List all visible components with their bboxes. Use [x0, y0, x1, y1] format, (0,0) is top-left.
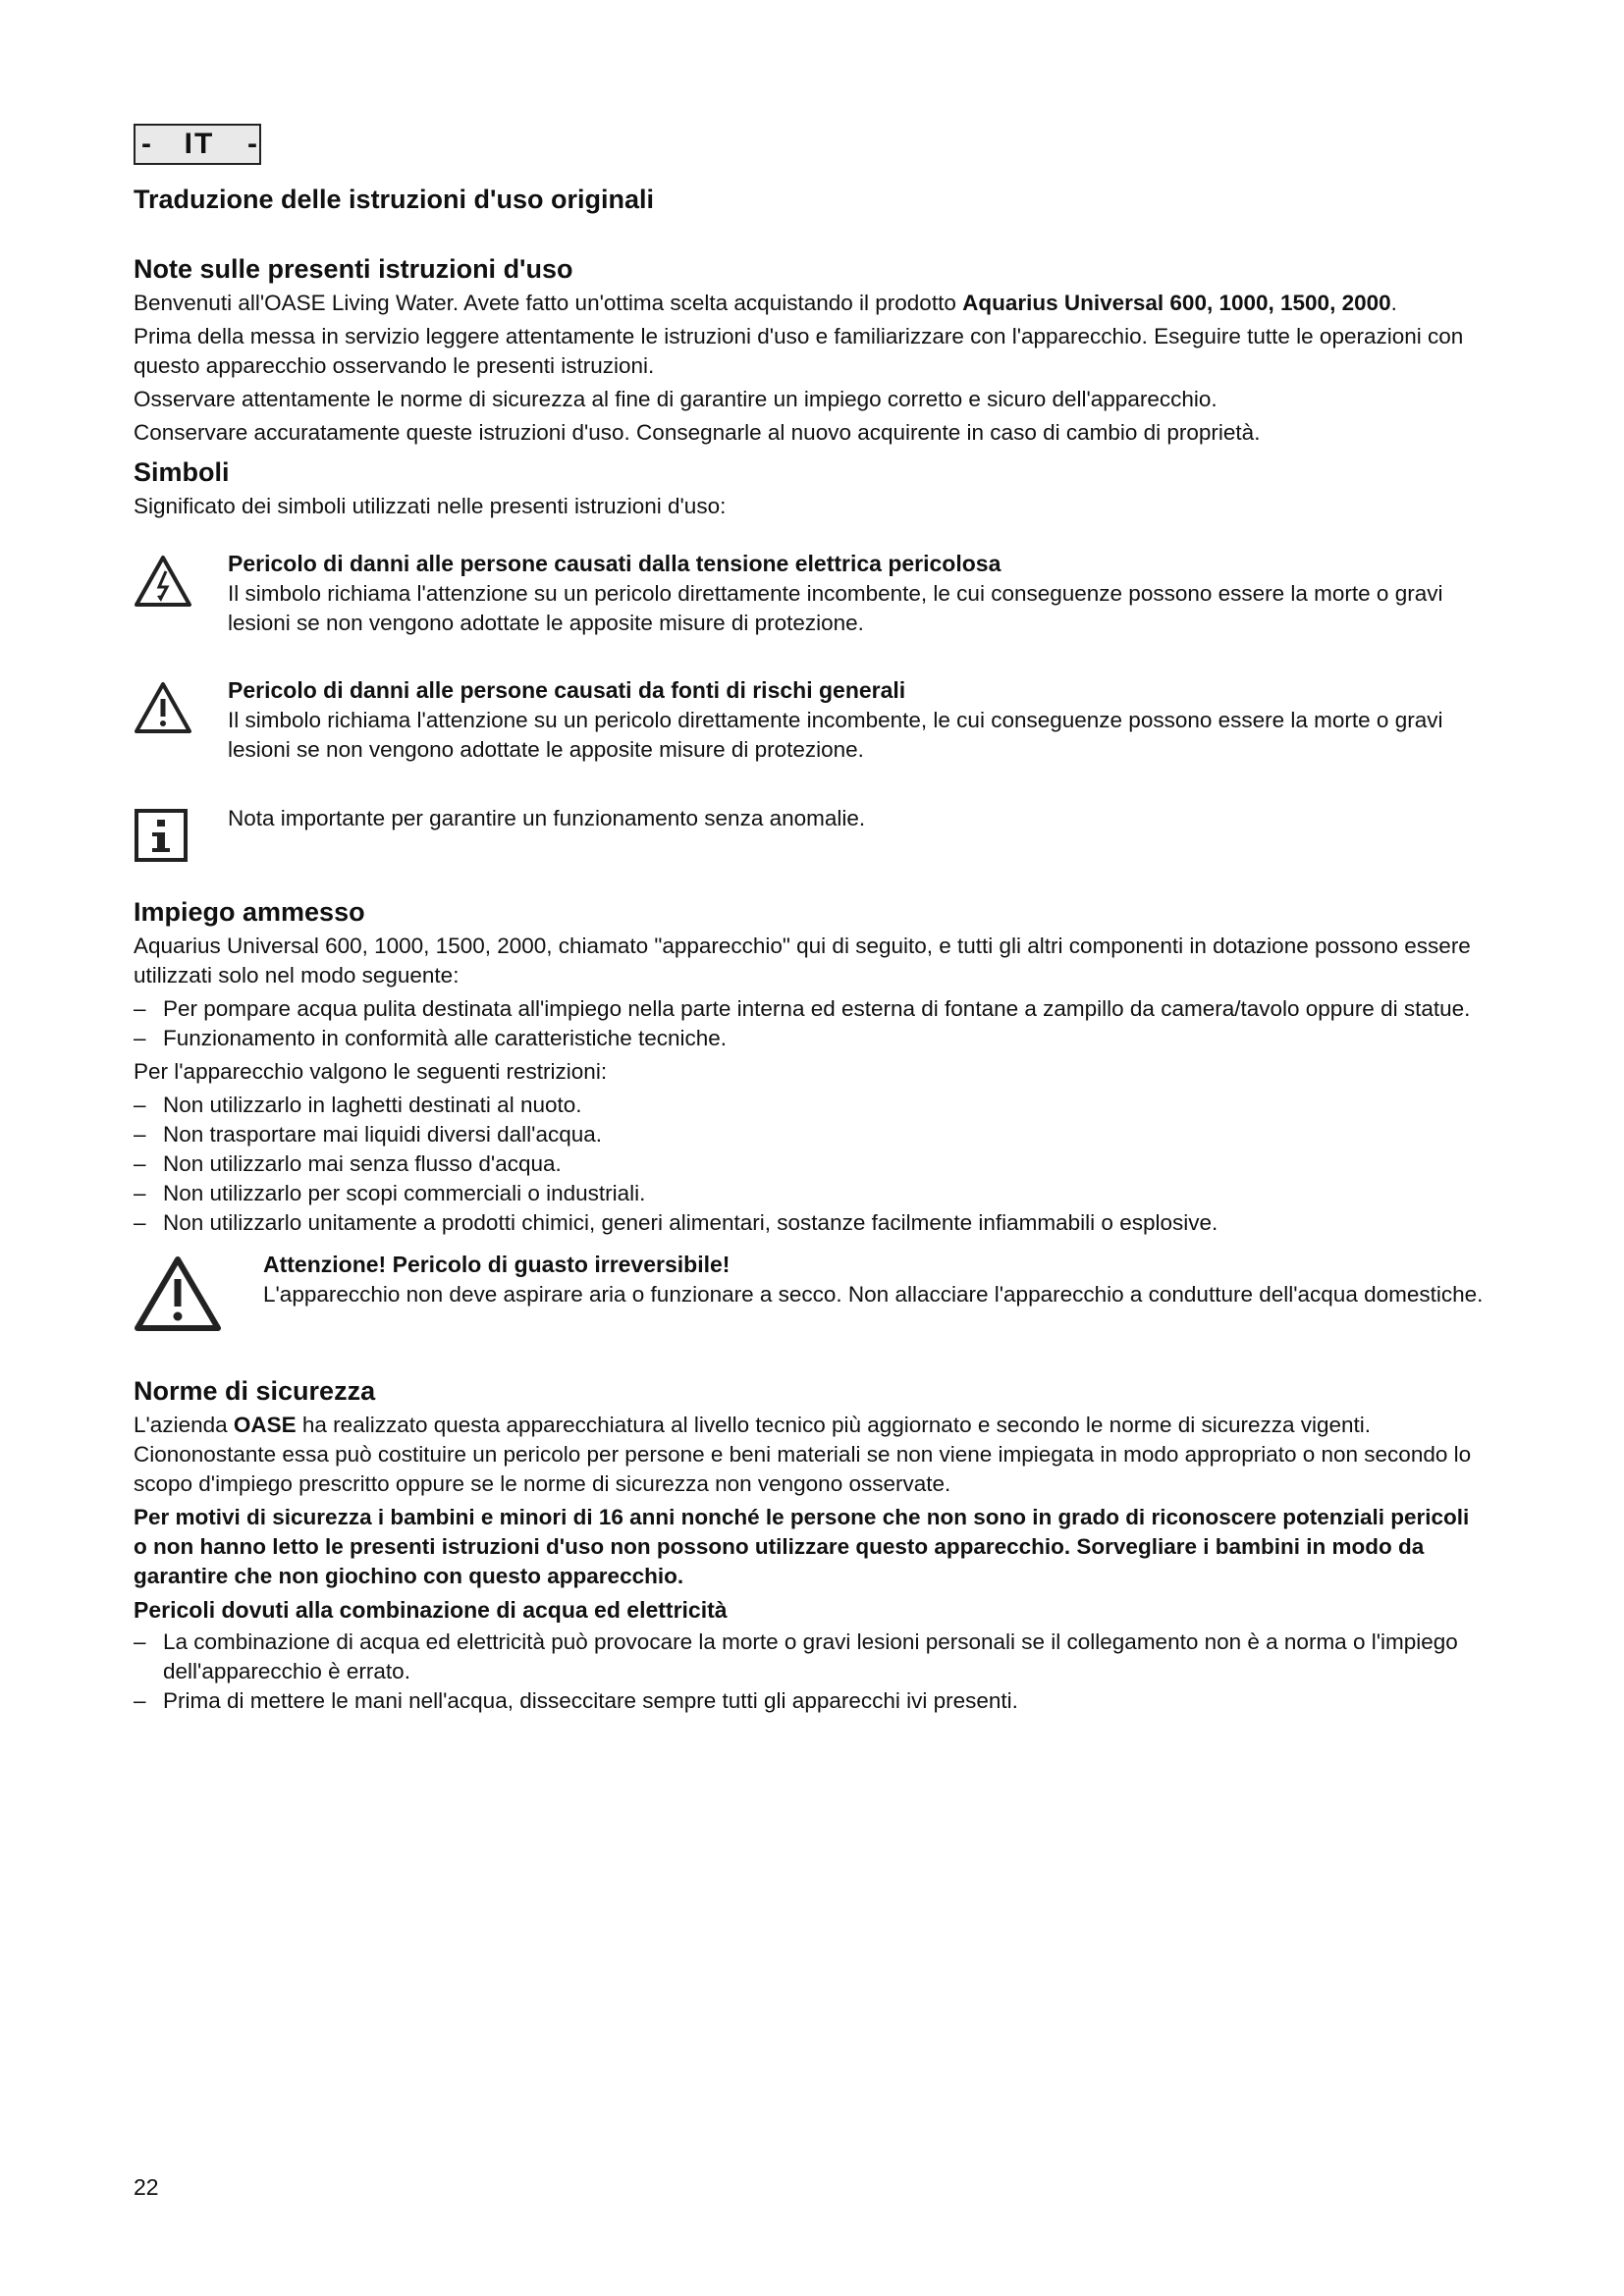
list-item: – Prima di mettere le mani nell'acqua, disseccitare sempre tutti gli apparecchi ivi presenti.: [134, 1686, 1489, 1716]
language-code: IT: [184, 128, 215, 160]
notes-paragraph-3: Osservare attentamente le norme di sicurezza al fine di garantire un impiego corretto e sicuro dell'apparecchio.: [134, 387, 1218, 411]
notes-p1-end: .: [1390, 291, 1397, 315]
language-dash-left: -: [141, 128, 151, 160]
symbol-item-electric: [134, 551, 1489, 642]
electric-hazard-icon: [134, 551, 228, 613]
uses-list: [134, 994, 1489, 1053]
irreversible-damage-warning: [134, 1252, 1489, 1337]
restrictions-list: [134, 1091, 1489, 1238]
symbol-text-info: Nota importante per garantire un funzionamento senza anomalie.: [228, 806, 866, 830]
language-marker: [134, 124, 261, 165]
document-title: Traduzione delle istruzioni d'uso originali: [134, 185, 654, 214]
symbol-text-general: Il simbolo richiama l'attenzione su un pericolo direttamente incombente, le cui conseguenze possono essere la morte o gravi lesioni se non vengono adottate le apposite misure di protezione.: [228, 708, 1443, 762]
warning-text: L'apparecchio non deve aspirare aria o funzionare a secco. Non allacciare l'apparecchio a condutture dell'acqua domestiche.: [263, 1282, 1484, 1307]
list-item: – Non utilizzarlo mai senza flusso d'acqua.: [134, 1149, 1489, 1179]
safety-p1-end: ha realizzato questa apparecchiatura al livello tecnico più aggiornato e secondo le norme di sicurezza vigenti. Ciononostante essa può costituire un pericolo per persone e beni materiali se non viene impiegata in modo appropriato o non secondo lo scopo d'impiego prescritto oppure se le norme di sicurezza non vengono osservate.: [134, 1413, 1472, 1496]
warning-title: Attenzione! Pericolo di guasto irreversibile!: [263, 1252, 731, 1277]
symbol-item-general: [134, 677, 1489, 769]
symbol-title-general: Pericolo di danni alle persone causati da fonti di rischi generali: [228, 677, 906, 703]
product-name: Aquarius Universal 600, 1000, 1500, 2000: [962, 291, 1391, 315]
list-item: – La combinazione di acqua ed elettricità può provocare la morte o gravi lesioni personali se il collegamento non è a norma o l'impiego dell'apparecchio è errato.: [134, 1628, 1489, 1686]
list-item: – Non utilizzarlo in laghetti destinati al nuoto.: [134, 1091, 1489, 1120]
safety-p1-start: L'azienda: [134, 1413, 234, 1437]
info-icon: [134, 804, 228, 868]
notes-paragraph-2: Prima della messa in servizio leggere attentamente le istruzioni d'uso e familiarizzare con l'apparecchio. Eseguire tutte le operazioni con questo apparecchio osservando le presenti istruzioni.: [134, 324, 1464, 378]
intended-use-intro: Aquarius Universal 600, 1000, 1500, 2000, chiamato "apparecchio" qui di seguito, e tutti gli altri componenti in dotazione possono essere utilizzati solo nel modo seguente:: [134, 934, 1471, 988]
list-item: – Non utilizzarlo per scopi commerciali o industriali.: [134, 1179, 1489, 1208]
page-number: 22: [134, 2174, 159, 2200]
safety-sub-heading: Pericoli dovuti alla combinazione di acqua ed elettricità: [134, 1597, 728, 1623]
safety-section: [134, 1376, 1489, 1716]
symbol-item-info: [134, 804, 1489, 868]
symbols-intro: Significato dei simboli utilizzati nelle presenti istruzioni d'uso:: [134, 494, 727, 518]
list-item: – Non utilizzarlo unitamente a prodotti chimici, generi alimentari, sostanze facilmente infiammabili o esplosive.: [134, 1208, 1489, 1238]
symbol-text-electric: Il simbolo richiama l'attenzione su un pericolo direttamente incombente, le cui conseguenze possono essere la morte o gravi lesioni se non vengono adottate le apposite misure di protezione.: [228, 581, 1443, 635]
symbol-title-electric: Pericolo di danni alle persone causati dalla tensione elettrica pericolosa: [228, 551, 1001, 576]
list-item: – Per pompare acqua pulita destinata all'impiego nella parte interna ed esterna di fontane a zampillo da camera/tavolo oppure di statue.: [134, 994, 1489, 1024]
general-hazard-icon: [134, 677, 228, 739]
intended-use-section: [134, 897, 1489, 1337]
notes-heading: Note sulle presenti istruzioni d'uso: [134, 254, 573, 284]
warning-triangle-icon: [134, 1252, 263, 1337]
symbols-section: [134, 457, 1489, 868]
safety-paragraph-1: [134, 1411, 1489, 1499]
notes-paragraph-1: [134, 289, 1489, 318]
restrictions-intro: Per l'apparecchio valgono le seguenti restrizioni:: [134, 1059, 608, 1084]
list-item: – Non trasportare mai liquidi diversi dall'acqua.: [134, 1120, 1489, 1149]
safety-heading: Norme di sicurezza: [134, 1376, 376, 1406]
brand-name: OASE: [233, 1413, 297, 1437]
notes-p1-text: Benvenuti all'OASE Living Water. Avete fatto un'ottima scelta acquistando il prodotto: [134, 291, 963, 315]
safety-list: [134, 1628, 1489, 1716]
symbols-heading: Simboli: [134, 457, 230, 487]
safety-paragraph-2: Per motivi di sicurezza i bambini e minori di 16 anni nonché le persone che non sono in grado di riconoscere potenziali pericoli o non hanno letto le presenti istruzioni d'uso non possono utilizzare questo apparecchio. Sorvegliare i bambini in modo da garantire che non giochino con questo apparecchio.: [134, 1505, 1470, 1588]
language-dash-right: -: [246, 128, 257, 160]
intended-use-heading: Impiego ammesso: [134, 897, 365, 927]
notes-paragraph-4: Conservare accuratamente queste istruzioni d'uso. Consegnarle al nuovo acquirente in caso di cambio di proprietà.: [134, 420, 1261, 445]
list-item: – Funzionamento in conformità alle caratteristiche tecniche.: [134, 1024, 1489, 1053]
notes-section: [134, 254, 1489, 448]
page: [134, 124, 1489, 1726]
